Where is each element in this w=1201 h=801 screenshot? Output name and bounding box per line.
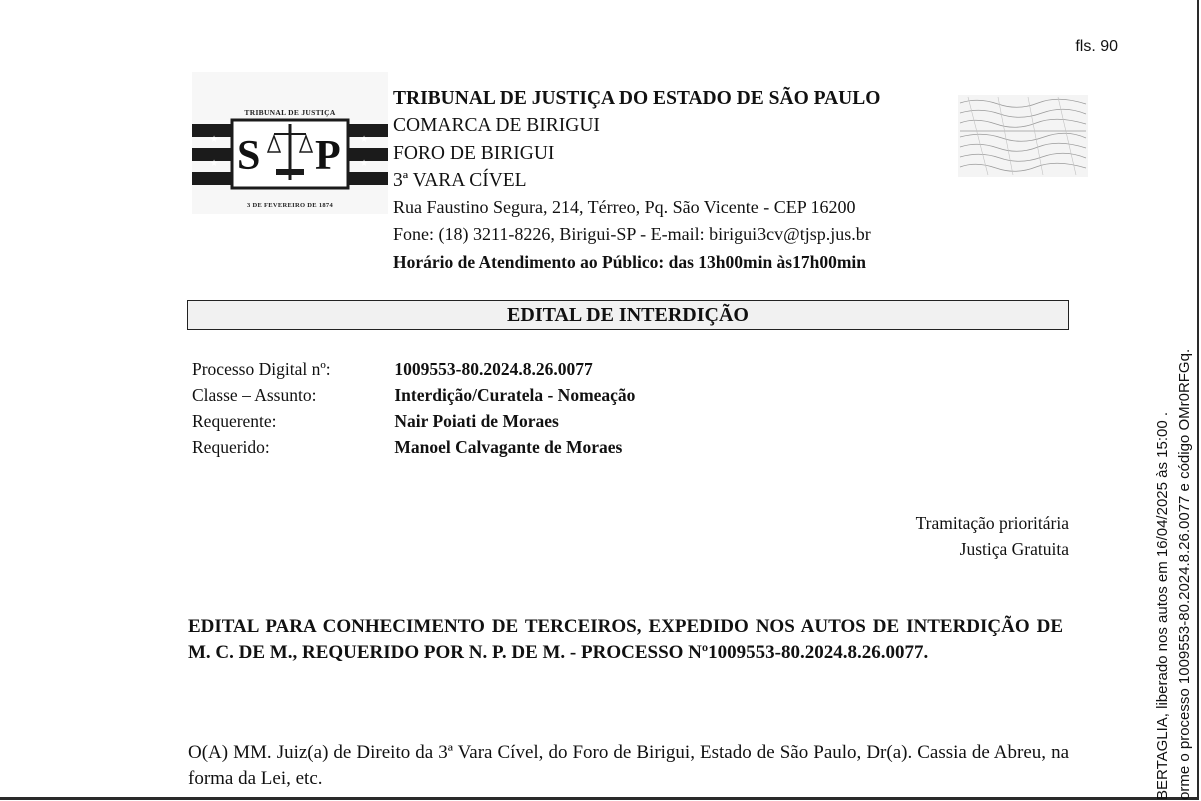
applicant-label: Requerente:: [192, 411, 277, 431]
logo-top-text: TRIBUNAL DE JUSTIÇA: [244, 108, 336, 117]
svg-text:★: ★: [360, 159, 369, 169]
case-info-row: [192, 434, 635, 460]
svg-text:★: ★: [360, 135, 369, 145]
respondent-value: Manoel Calvagante de Moraes: [394, 437, 623, 457]
edital-heading: EDITAL PARA CONHECIMENTO DE TERCEIROS, EXPEDIDO NOS AUTOS DE INTERDIÇÃO DE M. C. DE M., REQUERIDO POR N. P. DE M. - PROCESSO Nº1009553-80.2024.8.26.0077.: [188, 616, 1063, 663]
case-number-value: 1009553-80.2024.8.26.0077: [394, 359, 593, 379]
logo-letter-s: S: [237, 133, 261, 179]
side-stamp-line-1: BERTAGLIA, liberado nos autos em 16/04/2025 às 15:00 .: [1154, 411, 1171, 800]
applicant-value: Nair Poiati de Moraes: [394, 411, 559, 431]
foro: FORO DE BIRIGUI: [393, 142, 555, 164]
free-justice-note: Justiça Gratuita: [959, 539, 1069, 559]
side-stamp-line-2: orme o processo 1009553-80.2024.8.26.0077 e código OMr0RFGq.: [1176, 348, 1193, 800]
security-seal-icon: [958, 95, 1088, 177]
case-info: [192, 356, 635, 460]
case-info-row: [192, 408, 635, 434]
svg-text:★: ★: [210, 135, 219, 145]
office-hours: Horário de Atendimento ao Público: das 13h00min às17h00min: [393, 251, 867, 272]
comarca: COMARCA DE BIRIGUI: [393, 115, 600, 137]
court-name: TRIBUNAL DE JUSTIÇA DO ESTADO DE SÃO PAULO: [393, 88, 881, 109]
case-info-row: [192, 382, 635, 408]
body-paragraph: O(A) MM. Juiz(a) de Direito da 3ª Vara Cível, do Foro de Birigui, Estado de São Paulo, Dr(a). Cassia de Abreu, na forma da Lei, etc.: [188, 742, 1069, 789]
vara: 3ª VARA CÍVEL: [393, 169, 527, 191]
court-emblem-icon: [192, 72, 388, 214]
respondent-label: Requerido:: [192, 437, 270, 457]
court-contact: Fone: (18) 3211-8226, Birigui-SP - E-mail: birigui3cv@tjsp.jus.br: [393, 224, 871, 245]
court-header: [393, 85, 963, 276]
svg-text:★: ★: [210, 159, 219, 169]
case-class-label: Classe – Assunto:: [192, 385, 317, 405]
court-address: Rua Faustino Segura, 214, Térreo, Pq. São Vicente - CEP 16200: [393, 197, 856, 218]
case-info-row: [192, 356, 635, 382]
case-class-value: Interdição/Curatela - Nomeação: [394, 385, 636, 405]
side-authentication-stamp: [1152, 349, 1196, 800]
document-title: EDITAL DE INTERDIÇÃO: [187, 300, 1069, 330]
court-logo: [192, 72, 388, 214]
logo-bottom-text: 3 DE FEVEREIRO DE 1874: [246, 202, 334, 209]
case-notes: [916, 510, 1069, 562]
priority-note: Tramitação prioritária: [915, 513, 1069, 533]
logo-letter-p: P: [315, 133, 341, 179]
case-number-label: Processo Digital nº:: [192, 359, 331, 379]
page-number: fls. 90: [1075, 38, 1118, 55]
